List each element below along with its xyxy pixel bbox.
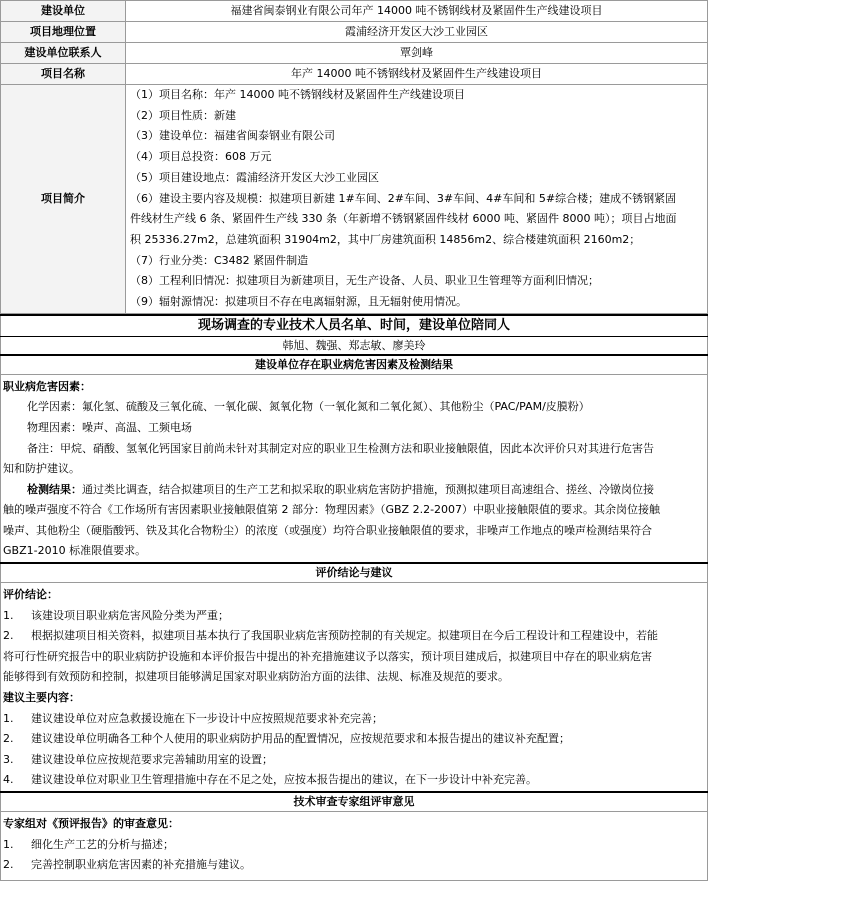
survey-table [0, 314, 708, 881]
suggestion-number: 2. [3, 732, 14, 746]
result-line: 噪声、其他粉尘（硬脂酸钙、铁及其化合物粉尘）的浓度（或强度）均符合职业接触限值的要求，非噪声工作地点的噪声检测结果符合 [3, 523, 652, 537]
conclusion-heading: 评价结论： [3, 588, 58, 602]
conclusion-number: 2. [3, 629, 14, 643]
hazards-heading: 职业病危害因素： [3, 379, 91, 393]
intro-line: （8）工程利旧情况：拟建项目为新建项目，无生产设备、人员、职业卫生管理等方面利旧情况； [130, 274, 599, 288]
review-title: 技术审查专家组评审意见 [1, 792, 708, 812]
suggestion-number: 3. [3, 752, 14, 766]
intro-label: 项目简介 [1, 85, 126, 314]
contact-label: 建设单位联系人 [1, 43, 126, 64]
intro-line: （3）建设单位：福建省闽泰钢业有限公司 [130, 129, 335, 143]
name-value: 年产 14000 吨不锈钢线材及紧固件生产线建设项目 [126, 64, 708, 85]
intro-line: （4）项目总投资：608 万元 [130, 150, 272, 164]
review-number: 2. [3, 858, 14, 872]
evaluation-title: 评价结论与建议 [1, 563, 708, 583]
row-location [1, 22, 708, 43]
intro-line: （9）辐射源情况：拟建项目不存在电离辐射源，且无辐射使用情况。 [130, 295, 467, 309]
hazards-note-line: 备注：甲烷、硝酸、氢氧化钙国家目前尚未针对其制定对应的职业卫生检测方法和职业接触限值，因此本次评价只对其进行危害告 [27, 441, 654, 455]
suggestion-item: 建议建设单位对职业卫生管理措施中存在不足之处，应按本报告提出的建议，在下一步设计中补充完善。 [31, 773, 537, 787]
evaluation-content [1, 583, 708, 792]
conclusion-item: 能够得到有效预防和控制，拟建项目能够满足国家对职业病防治方面的法律、法规、标准及规范的要求。 [3, 670, 509, 684]
intro-line: 积 25336.27m2，总建筑面积 31904m2，其中厂房建筑面积 14856m2、综合楼建筑面积 2160m2； [130, 232, 641, 246]
review-content [1, 812, 708, 881]
intro-line: （2）项目性质：新建 [130, 108, 236, 122]
location-label: 项目地理位置 [1, 22, 126, 43]
review-number: 1. [3, 837, 14, 851]
suggestion-item: 建议建设单位对应急救援设施在下一步设计中应按照规范要求补充完善； [31, 711, 383, 725]
result-label: 检测结果： [27, 482, 82, 496]
physical-factors: 物理因素：噪声、高温、工频电场 [27, 420, 192, 434]
project-info-table [0, 0, 708, 314]
row-unit [1, 1, 708, 22]
row-contact [1, 43, 708, 64]
conclusion-item: 根据拟建项目相关资料，拟建项目基本执行了我国职业病危害预防控制的有关规定。拟建项目在今后工程设计和工程建设中，若能 [31, 629, 658, 643]
suggestion-item: 建议建设单位应按规范要求完善辅助用室的设置； [31, 752, 273, 766]
intro-line: （7）行业分类：C3482 紧固件制造 [130, 253, 309, 267]
intro-line: （5）项目建设地点：霞浦经济开发区大沙工业园区 [130, 170, 379, 184]
suggest-heading: 建议主要内容： [3, 691, 80, 705]
row-intro [1, 85, 708, 314]
conclusion-item: 该建设项目职业病危害风险分类为严重； [31, 608, 229, 622]
conclusion-item: 将可行性研究报告中的职业病防护设施和本评价报告中提出的补充措施建议予以落实，预计项目建成后，拟建项目中存在的职业病危害 [3, 649, 652, 663]
location-value: 霞浦经济开发区大沙工业园区 [126, 22, 708, 43]
intro-line: （1）项目名称：年产 14000 吨不锈钢线材及紧固件生产线建设项目 [130, 88, 465, 101]
contact-value: 覃剑峰 [126, 43, 708, 64]
unit-label: 建设单位 [1, 1, 126, 22]
hazards-content [1, 374, 708, 563]
suggestion-item: 建议建设单位明确各工种个人使用的职业病防护用品的配置情况，应按规范要求和本报告提出的建议补充配置； [31, 732, 570, 746]
intro-line: 件线材生产线 6 条、紧固件生产线 330 条（年新增不锈钢紧固件线材 6000 吨、紧固件 8000 吨）；项目占地面 [130, 212, 677, 226]
row-name [1, 64, 708, 85]
result-line: 通过类比调查，结合拟建项目的生产工艺和拟采取的职业病危害防护措施，预测拟建项目高速组合、搓丝、冷镦岗位接 [82, 482, 654, 496]
review-heading: 专家组对《预评报告》的审查意见： [3, 817, 179, 831]
unit-value: 福建省闽泰钢业有限公司年产 14000 吨不锈钢线材及紧固件生产线建设项目 [126, 1, 708, 22]
intro-content [126, 85, 708, 314]
suggestion-number: 1. [3, 711, 14, 725]
survey-title: 现场调查的专业技术人员名单、时间，建设单位陪同人 [1, 315, 708, 337]
chemical-factors: 化学因素：氟化氢、硫酸及三氧化硫、一氧化碳、氮氧化物（一氧化氮和二氧化氮）、其他粉尘（PAC/PAM/皮膜粉） [27, 400, 590, 414]
conclusion-number: 1. [3, 608, 14, 622]
suggestion-number: 4. [3, 773, 14, 787]
review-item: 完善控制职业病危害因素的补充措施与建议。 [31, 858, 251, 872]
hazards-note-line: 知和防护建议。 [3, 462, 80, 476]
intro-line: （6）建设主要内容及规模：拟建项目新建 1#车间、2#车间、3#车间、4#车间和 5#综合楼；建成不锈钢紧固 [130, 191, 677, 205]
review-item: 细化生产工艺的分析与描述； [31, 837, 174, 851]
result-line: 触的噪声强度不符合《工作场所有害因素职业接触限值第 2 部分：物理因素》（GBZ 2.2-2007）中职业接触限值的要求。其余岗位接触 [3, 503, 661, 517]
name-label: 项目名称 [1, 64, 126, 85]
result-line: GBZ1-2010 标准限值要求。 [3, 544, 147, 558]
hazards-title: 建设单位存在职业病危害因素及检测结果 [1, 355, 708, 375]
survey-names: 韩旭、魏强、郑志敏、廖美玲 [1, 336, 708, 355]
